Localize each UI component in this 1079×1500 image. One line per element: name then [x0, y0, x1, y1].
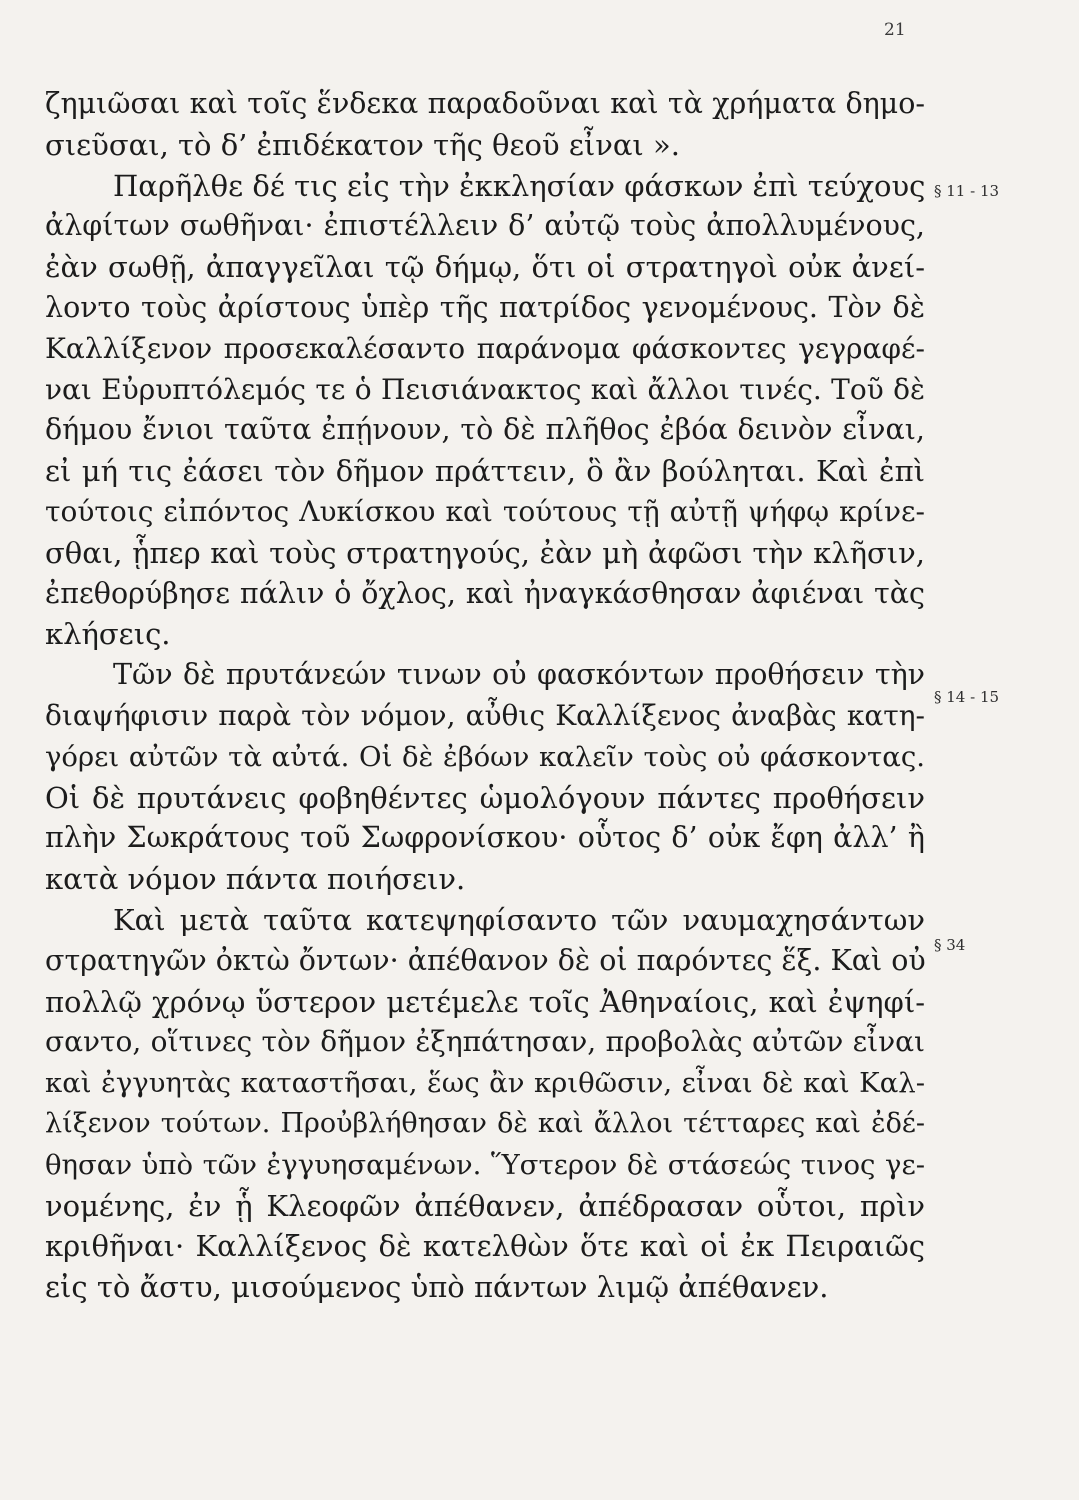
text-line: ἐὰν σωθῇ, ἀπαγγεῖλαι τῷ δήμῳ, ὅτι οἱ στρατηγοὶ οὐκ ἀνεί-: [45, 250, 925, 285]
text-line: θησαν ὑπὸ τῶν ἐγγυησαμένων. Ὕστερον δὲ στάσεώς τινος γε-: [45, 1148, 925, 1181]
text-line: δήμου ἔνιοι ταῦτα ἐπῄνουν, τὸ δὲ πλῆθος ἐβόα δεινὸν εἶναι,: [45, 413, 925, 447]
text-line: σιεῦσαι, τὸ δ’ ἐπιδέκατον τῆς θεοῦ εἶναι ».: [45, 127, 680, 162]
text-line: ἀλφίτων σωθῆναι· ἐπιστέλλειν δ’ αὐτῷ τοὺς ἀπολλυμένους,: [45, 209, 925, 243]
margin-section-ref: § 34: [934, 936, 966, 954]
text-line: πλὴν Σωκράτους τοῦ Σωφρονίσκου· οὗτος δ’ οὐκ ἔφη ἀλλ’ ἢ: [45, 821, 925, 855]
text-line: ζημιῶσαι καὶ τοῖς ἕνδεκα παραδοῦναι καὶ τὰ χρήματα δημο-: [45, 87, 925, 120]
text-line: κριθῆναι· Καλλίξενος δὲ κατελθὼν ὅτε καὶ οἱ ἐκ Πειραιῶς: [45, 1229, 925, 1264]
text-line: εἰ μή τις ἐάσει τὸν δῆμον πράττειν, ὃ ἂν βούληται. Καὶ ἐπὶ: [45, 454, 925, 489]
paragraph-start-line: Παρῆλθε δέ τις εἰς τὴν ἐκκλησίαν φάσκων ἐπὶ τεύχους: [113, 168, 926, 203]
text-line: σαντο, οἵτινες τὸν δῆμον ἐξηπάτησαν, προβολὰς αὐτῶν εἶναι: [45, 1025, 925, 1059]
text-line: εἰς τὸ ἄστυ, μισούμενος ὑπὸ πάντων λιμῷ ἀπέθανεν.: [45, 1270, 829, 1305]
text-line: τούτοις εἰπόντος Λυκίσκου καὶ τούτους τῇ αὐτῇ ψήφῳ κρίνε-: [45, 494, 925, 528]
text-line: κλήσεις.: [45, 617, 171, 652]
text-line: κατὰ νόμον πάντα ποιήσειν.: [45, 862, 466, 897]
text-line: στρατηγῶν ὀκτὼ ὄντων· ἀπέθανον δὲ οἱ παρόντες ἕξ. Καὶ οὐ: [45, 943, 926, 977]
margin-section-ref: § 14 - 15: [934, 688, 1000, 706]
text-line: νομένης, ἐν ᾗ Κλεοφῶν ἀπέθανεν, ἀπέδρασαν οὗτοι, πρὶν: [45, 1188, 925, 1223]
text-line: ναι Εὐρυπτόλεμός τε ὁ Πεισιάνακτος καὶ ἄλλοι τινές. Τοῦ δὲ: [45, 372, 925, 406]
text-line: καὶ ἐγγυητὰς καταστῆσαι, ἕως ἂν κριθῶσιν, εἶναι δὲ καὶ Καλ-: [45, 1067, 925, 1100]
text-line: Οἱ δὲ πρυτάνεις φοβηθέντες ὡμολόγουν πάντες προθήσειν: [45, 780, 925, 815]
text-line: πολλῷ χρόνῳ ὕστερον μετέμελε τοῖς Ἀθηναίοις, καὶ ἐψηφί-: [45, 984, 925, 1019]
text-line: λοντο τοὺς ἀρίστους ὑπὲρ τῆς πατρίδος γενομένους. Τὸν δὲ: [45, 290, 925, 324]
text-line: ἐπεθορύβησε πάλιν ὁ ὄχλος, καὶ ἠναγκάσθησαν ἀφιέναι τὰς: [45, 576, 925, 610]
page-number: 21: [884, 20, 906, 40]
margin-section-ref: § 11 - 13: [934, 182, 1000, 200]
text-line: λίξενον τούτων. Προὐβλήθησαν δὲ καὶ ἄλλοι τέτταρες καὶ ἐδέ-: [45, 1107, 925, 1139]
paragraph-start-line: Τῶν δὲ πρυτάνεών τινων οὐ φασκόντων προθήσειν τὴν: [113, 658, 925, 692]
text-line: διαψήφισιν παρὰ τὸν νόμον, αὖθις Καλλίξενος ἀναβὰς κατη-: [45, 698, 925, 732]
text-line: Καλλίξενον προσεκαλέσαντο παράνομα φάσκοντες γεγραφέ-: [45, 331, 925, 365]
body-text: [45, 84, 925, 1308]
text-line: σθαι, ᾗπερ καὶ τοὺς στρατηγούς, ἐὰν μὴ ἀφῶσι τὴν κλῆσιν,: [45, 535, 925, 570]
text-line: γόρει αὐτῶν τὰ αὐτά. Οἱ δὲ ἐβόων καλεῖν τοὺς οὐ φάσκοντας.: [45, 740, 925, 773]
paragraph-start-line: Καὶ μετὰ ταῦτα κατεψηφίσαντο τῶν ναυμαχησάντων: [113, 902, 925, 937]
